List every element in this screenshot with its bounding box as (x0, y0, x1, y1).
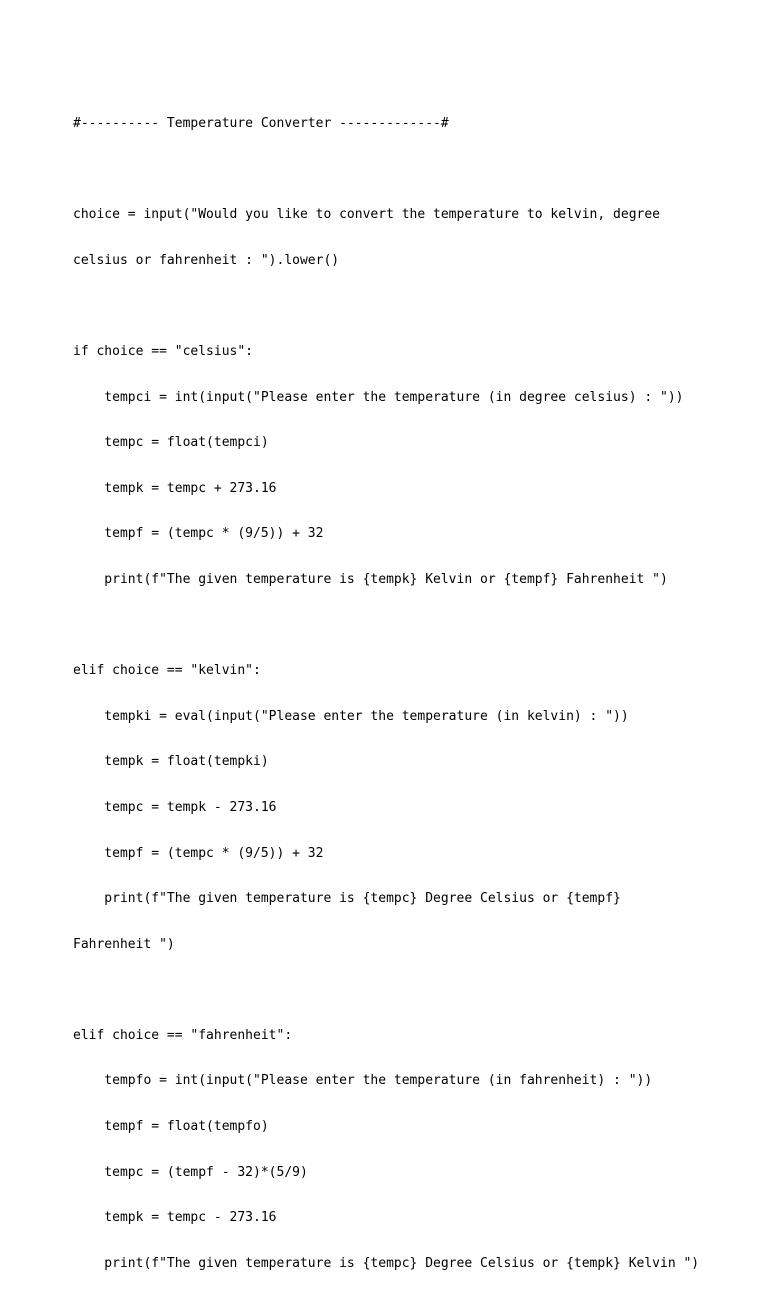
code-line: elif choice == "kelvin": (73, 663, 261, 679)
code-line: print(f"The given temperature is {tempc} Degree Celsius or {tempf} (73, 891, 621, 907)
code-line: celsius or fahrenheit : ").lower() (73, 252, 340, 268)
code-line: tempk = float(tempki) (73, 754, 269, 770)
code-line (73, 618, 753, 634)
code-line: tempf = (tempc * (9/5)) + 32 (73, 845, 324, 861)
code-line: tempfo = int(input("Please enter the temperature (in fahrenheit) : ")) (73, 1073, 653, 1089)
code-line: tempk = tempc + 273.16 (73, 480, 277, 496)
code-line: Fahrenheit ") (73, 936, 175, 952)
code-line: tempc = float(tempci) (73, 435, 269, 451)
code-line (73, 982, 753, 998)
code-line: print(f"The given temperature is {tempk} Kelvin or {tempf} Fahrenheit ") (73, 571, 668, 587)
code-line: tempf = (tempc * (9/5)) + 32 (73, 526, 324, 542)
code-line: tempki = eval(input("Please enter the temperature (in kelvin) : ")) (73, 708, 629, 724)
code-line: tempc = tempk - 273.16 (73, 799, 277, 815)
code-line: if choice == "celsius": (73, 343, 254, 359)
code-line: print(f"The given temperature is {tempc} Degree Celsius or {tempk} Kelvin ") (73, 1255, 700, 1271)
code-line: tempci = int(input("Please enter the temperature (in degree celsius) : ")) (73, 389, 684, 405)
code-block (73, 86, 753, 1301)
code-line (73, 298, 753, 314)
code-line: elif choice == "fahrenheit": (73, 1027, 293, 1043)
code-line (73, 162, 753, 178)
code-line: choice = input("Would you like to convert the temperature to kelvin, degree (73, 207, 660, 223)
code-line: #---------- Temperature Converter -------------# (73, 116, 449, 131)
code-line: tempf = float(tempfo) (73, 1119, 269, 1135)
code-line: tempc = (tempf - 32)*(5/9) (73, 1164, 308, 1180)
code-line: tempk = tempc - 273.16 (73, 1210, 277, 1226)
